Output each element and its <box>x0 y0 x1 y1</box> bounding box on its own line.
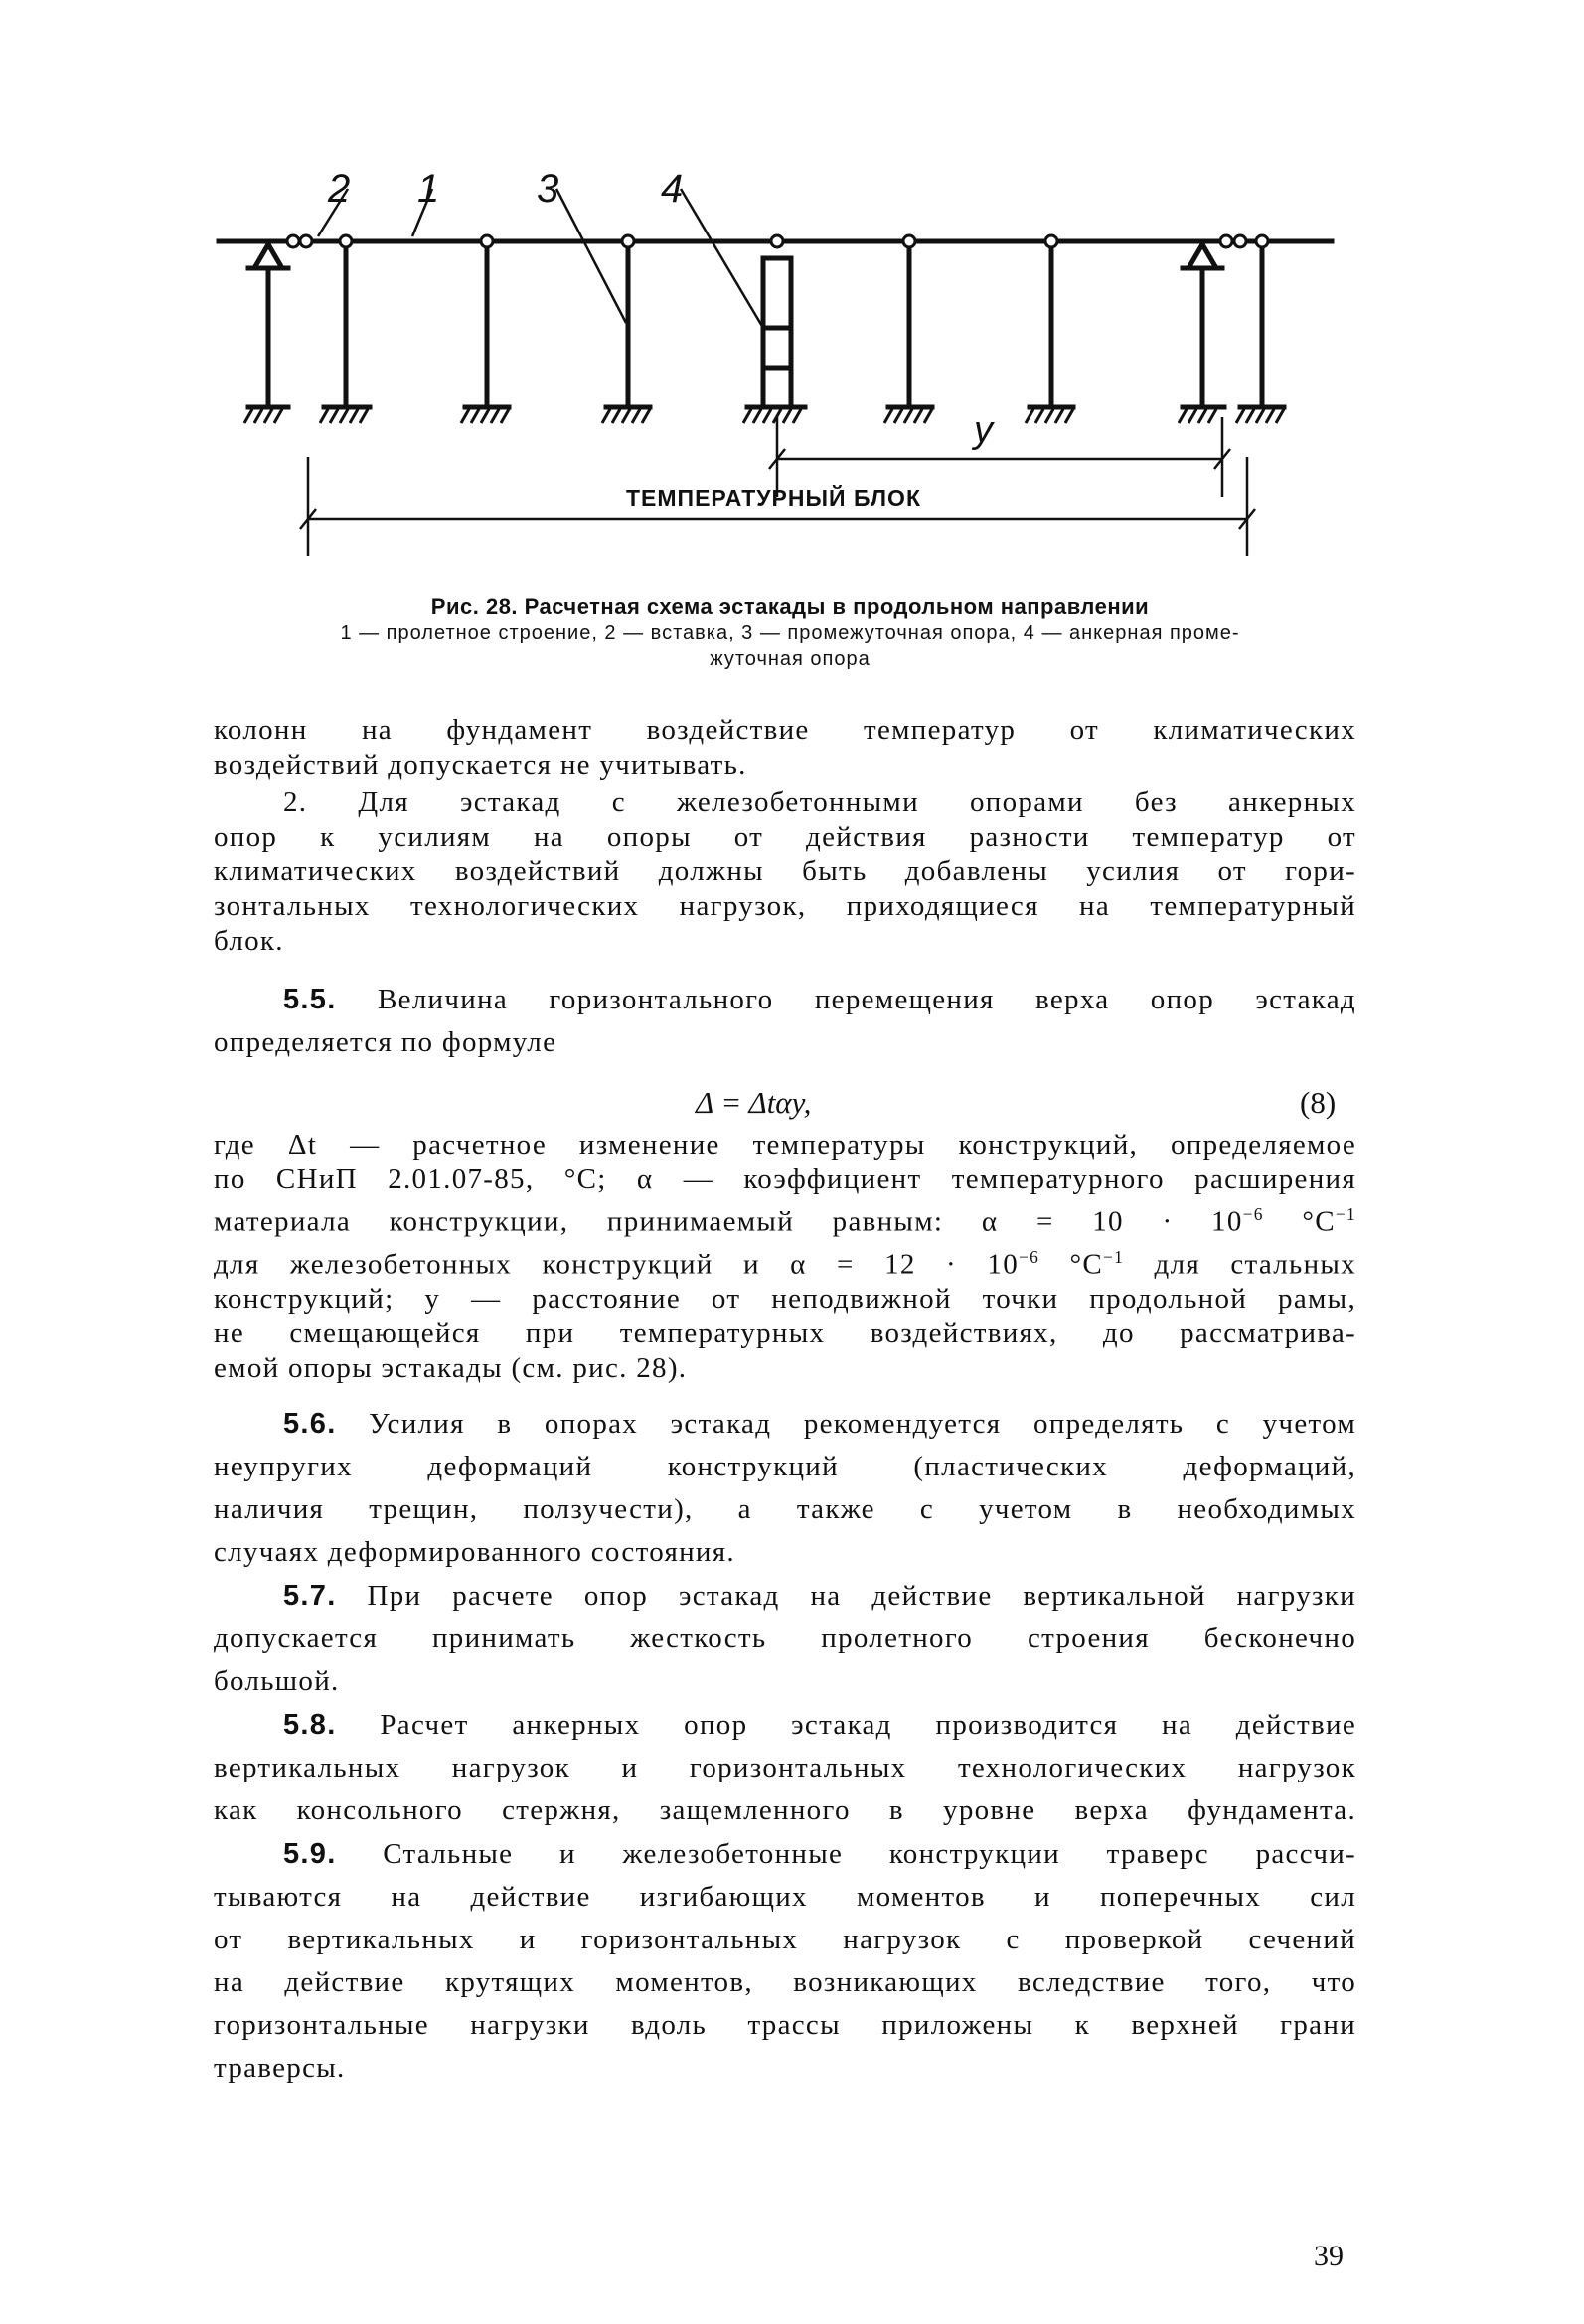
trestle-diagram <box>199 159 1351 576</box>
text-line: климатических воздействий должны быть добавлены усилия от гори- <box>214 855 1356 887</box>
section-5-5 <box>214 979 1356 1064</box>
text-line: неупругих деформаций конструкций (пластических деформаций, <box>214 1451 1356 1482</box>
superscript: −6 <box>1019 1246 1040 1267</box>
superscript: −1 <box>1335 1204 1357 1224</box>
section-number: 5.9. <box>283 1838 337 1870</box>
text-line: тываются на действие изгибающих моментов и поперечных сил <box>214 1881 1356 1913</box>
text-line: емой опоры эстакады (см. рис. 28). <box>214 1352 688 1385</box>
text-line <box>214 1197 1356 1240</box>
text-line: колонн на фундамент воздействие температур от климатических <box>214 714 1356 746</box>
text-line: наличия трещин, ползучести), а также с учетом в необходимых <box>214 1493 1356 1525</box>
text-line: как консольного стержня, защемленного в уровне верха фундамента. <box>214 1794 1356 1826</box>
figure-legend-line: жуточная опора <box>710 648 871 670</box>
text-run: Величина горизонтального перемещения верха опор эстакад <box>377 984 1356 1015</box>
label-anchor: 4 <box>661 167 684 211</box>
text-line: опор к усилиям на опоры от действия разности температур от <box>214 821 1356 852</box>
text-line: конструкций; y — расстояние от неподвижной точки продольной рамы, <box>214 1283 1356 1316</box>
figure-caption-title: Рис. 28. Расчетная схема эстакады в продольном направлении <box>430 594 1150 619</box>
text-line: по СНиП 2.01.07-85, °С; α — коэффициент температурного расширения <box>214 1163 1356 1195</box>
text-line <box>214 1704 1356 1747</box>
label-support: 3 <box>537 167 559 211</box>
text-run: для железобетонных конструкций и α = 12 · 10 <box>214 1248 1019 1281</box>
text-line <box>214 1403 1356 1446</box>
section-number: 5.6. <box>283 1408 337 1440</box>
text-line <box>214 1240 1356 1283</box>
text-line: вертикальных нагрузок и горизонтальных технологических нагрузок <box>214 1752 1356 1783</box>
text-line <box>214 1575 1356 1618</box>
text-line: на действие крутящих моментов, возникающих вследствие того, что <box>214 1966 1356 1998</box>
text-run: Усилия в опорах эстакад рекомендуется определять с учетом <box>369 1408 1356 1440</box>
superscript: −6 <box>1242 1204 1264 1224</box>
section-number: 5.5. <box>283 984 337 1015</box>
paragraph-continuation <box>214 713 1356 783</box>
label-insert: 2 <box>328 167 351 211</box>
text-run: При расчете опор эстакад на действие вертикальной нагрузки <box>367 1580 1356 1612</box>
formula-8: Δ = Δtαy, <box>696 1085 812 1120</box>
figure-legend-line: 1 — пролетное строение, 2 — вставка, 3 — промежуточная опора, 4 — анкерная проме- <box>340 622 1240 644</box>
section-number: 5.7. <box>283 1580 337 1612</box>
text-run: °С <box>1263 1205 1336 1238</box>
figure-28 <box>199 159 1351 576</box>
text-run: материала конструкции, принимаемый равным: α = 10 · 10 <box>214 1205 1243 1238</box>
section-5-9 <box>214 1833 1356 2090</box>
text-line: большой. <box>214 1665 340 1697</box>
formula-number: (8) <box>1300 1085 1337 1120</box>
text-line: зонтальных технологических нагрузок, приходящиеся на температурный <box>214 890 1356 922</box>
label-span: 1 <box>417 167 440 211</box>
section-number: 5.8. <box>283 1709 337 1741</box>
text-line <box>214 979 1356 1021</box>
anchor-support <box>763 258 791 407</box>
text-line: воздействий допускается не учитывать. <box>214 749 747 781</box>
text-line: горизонтальные нагрузки вдоль трассы приложены к верхней грани <box>214 2009 1356 2041</box>
section-5-8 <box>214 1704 1356 1832</box>
text-line: 2. Для эстакад с железобетонными опорами без анкерных <box>283 786 1356 818</box>
text-run: для стальных <box>1124 1248 1356 1281</box>
text-line: траверсы. <box>214 2052 346 2084</box>
text-line: определяется по формуле <box>214 1026 557 1058</box>
text-run: Расчет анкерных опор эстакад производится на действие <box>380 1709 1356 1741</box>
text-line: где Δt — расчетное изменение температуры конструкций, определяемое <box>214 1129 1356 1161</box>
text-run: °С <box>1039 1248 1104 1281</box>
text-run: Стальные и железобетонные конструкции траверс рассчи- <box>383 1838 1356 1870</box>
text-line: от вертикальных и горизонтальных нагрузок с проверкой сечений <box>214 1924 1356 1955</box>
text-line: допускается принимать жесткость пролетного строения бесконечно <box>214 1623 1356 1654</box>
text-line <box>214 1833 1356 1876</box>
text-line: блок. <box>214 925 284 957</box>
section-5-7 <box>214 1575 1356 1703</box>
y-dimension-label: y <box>974 409 993 451</box>
temperature-block-label: ТЕМПЕРАТУРНЫЙ БЛОК <box>626 485 921 511</box>
section-5-6 <box>214 1403 1356 1574</box>
page-number: 39 <box>1314 2240 1344 2272</box>
text-line: случаях деформированного состояния. <box>214 1536 735 1568</box>
paragraph-note-2 <box>214 785 1356 959</box>
formula-explanation <box>214 1128 1356 1386</box>
text-line: не смещающейся при температурных воздействиях, до рассматрива- <box>214 1317 1356 1350</box>
superscript: −1 <box>1103 1246 1125 1267</box>
